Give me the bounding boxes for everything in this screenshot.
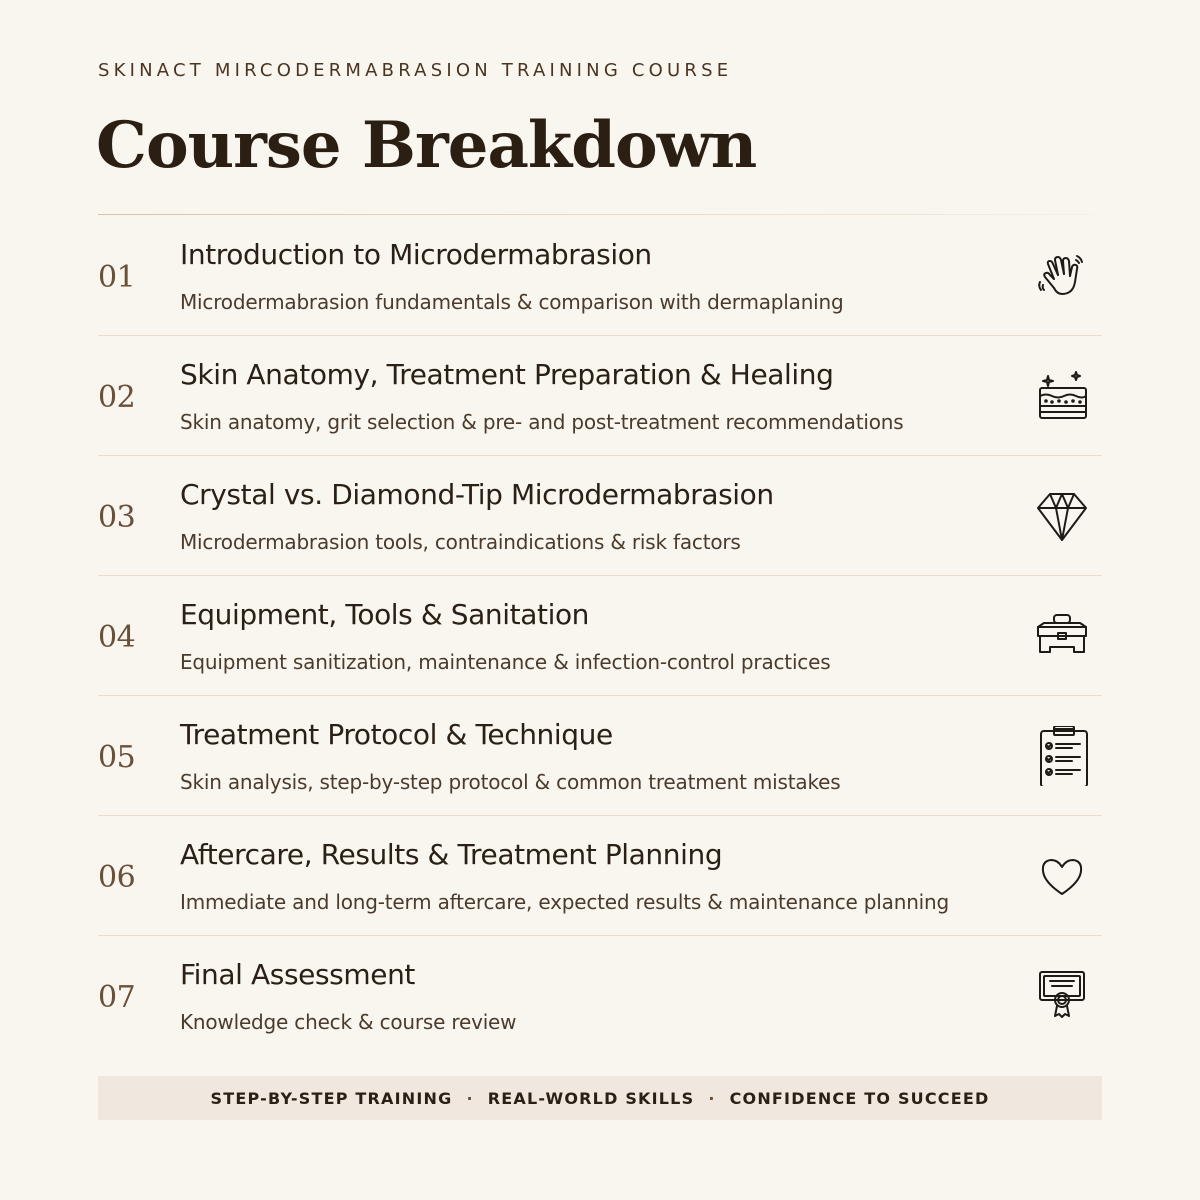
waving-hand-icon [1032,246,1092,306]
module-description: Immediate and long-term aftercare, expected results & maintenance planning [180,890,949,914]
module-title: Equipment, Tools & Sanitation [180,598,590,631]
module-title: Crystal vs. Diamond-Tip Microdermabrasion [180,478,774,511]
title-divider [98,214,1102,215]
module-list [98,216,1102,1056]
module-row [98,336,1102,456]
module-number: 05 [98,740,136,775]
module-number: 07 [98,980,136,1015]
module-row [98,936,1102,1056]
module-number: 03 [98,500,136,535]
module-description: Skin analysis, step-by-step protocol & common treatment mistakes [180,770,841,794]
module-row [98,696,1102,816]
eyebrow-label: SKINACT MIRCODERMABRASION TRAINING COURSE [98,60,733,81]
module-description: Equipment sanitization, maintenance & infection-control practices [180,650,831,674]
footer-separator: · [708,1088,716,1108]
module-row [98,816,1102,936]
module-row [98,576,1102,696]
module-number: 06 [98,860,136,895]
heart-icon [1032,846,1092,906]
module-row [98,216,1102,336]
module-title: Final Assessment [180,958,415,991]
module-title: Treatment Protocol & Technique [180,718,613,751]
module-title: Aftercare, Results & Treatment Planning [180,838,723,871]
footer-item: REAL-WORLD SKILLS [487,1088,695,1108]
module-title: Introduction to Microdermabrasion [180,238,652,271]
skin-layers-icon [1032,366,1092,426]
module-number: 04 [98,620,136,655]
module-number: 02 [98,380,136,415]
module-title: Skin Anatomy, Treatment Preparation & Healing [180,358,834,391]
toolbox-icon [1032,606,1092,666]
certificate-icon [1032,966,1092,1026]
clipboard-checklist-icon [1032,726,1092,786]
footer-separator: · [466,1088,474,1108]
footer-item: CONFIDENCE TO SUCCEED [729,1088,990,1108]
diamond-icon [1032,486,1092,546]
page-title: Course Breakdown [96,108,757,183]
module-description: Microdermabrasion tools, contraindications & risk factors [180,530,741,554]
footer-item: STEP-BY-STEP TRAINING [210,1088,453,1108]
module-number: 01 [98,260,136,295]
module-description: Knowledge check & course review [180,1010,517,1034]
module-description: Microdermabrasion fundamentals & comparison with dermaplaning [180,290,844,314]
module-row [98,456,1102,576]
module-description: Skin anatomy, grit selection & pre- and post-treatment recommendations [180,410,904,434]
footer-tagline-bar [98,1076,1102,1120]
